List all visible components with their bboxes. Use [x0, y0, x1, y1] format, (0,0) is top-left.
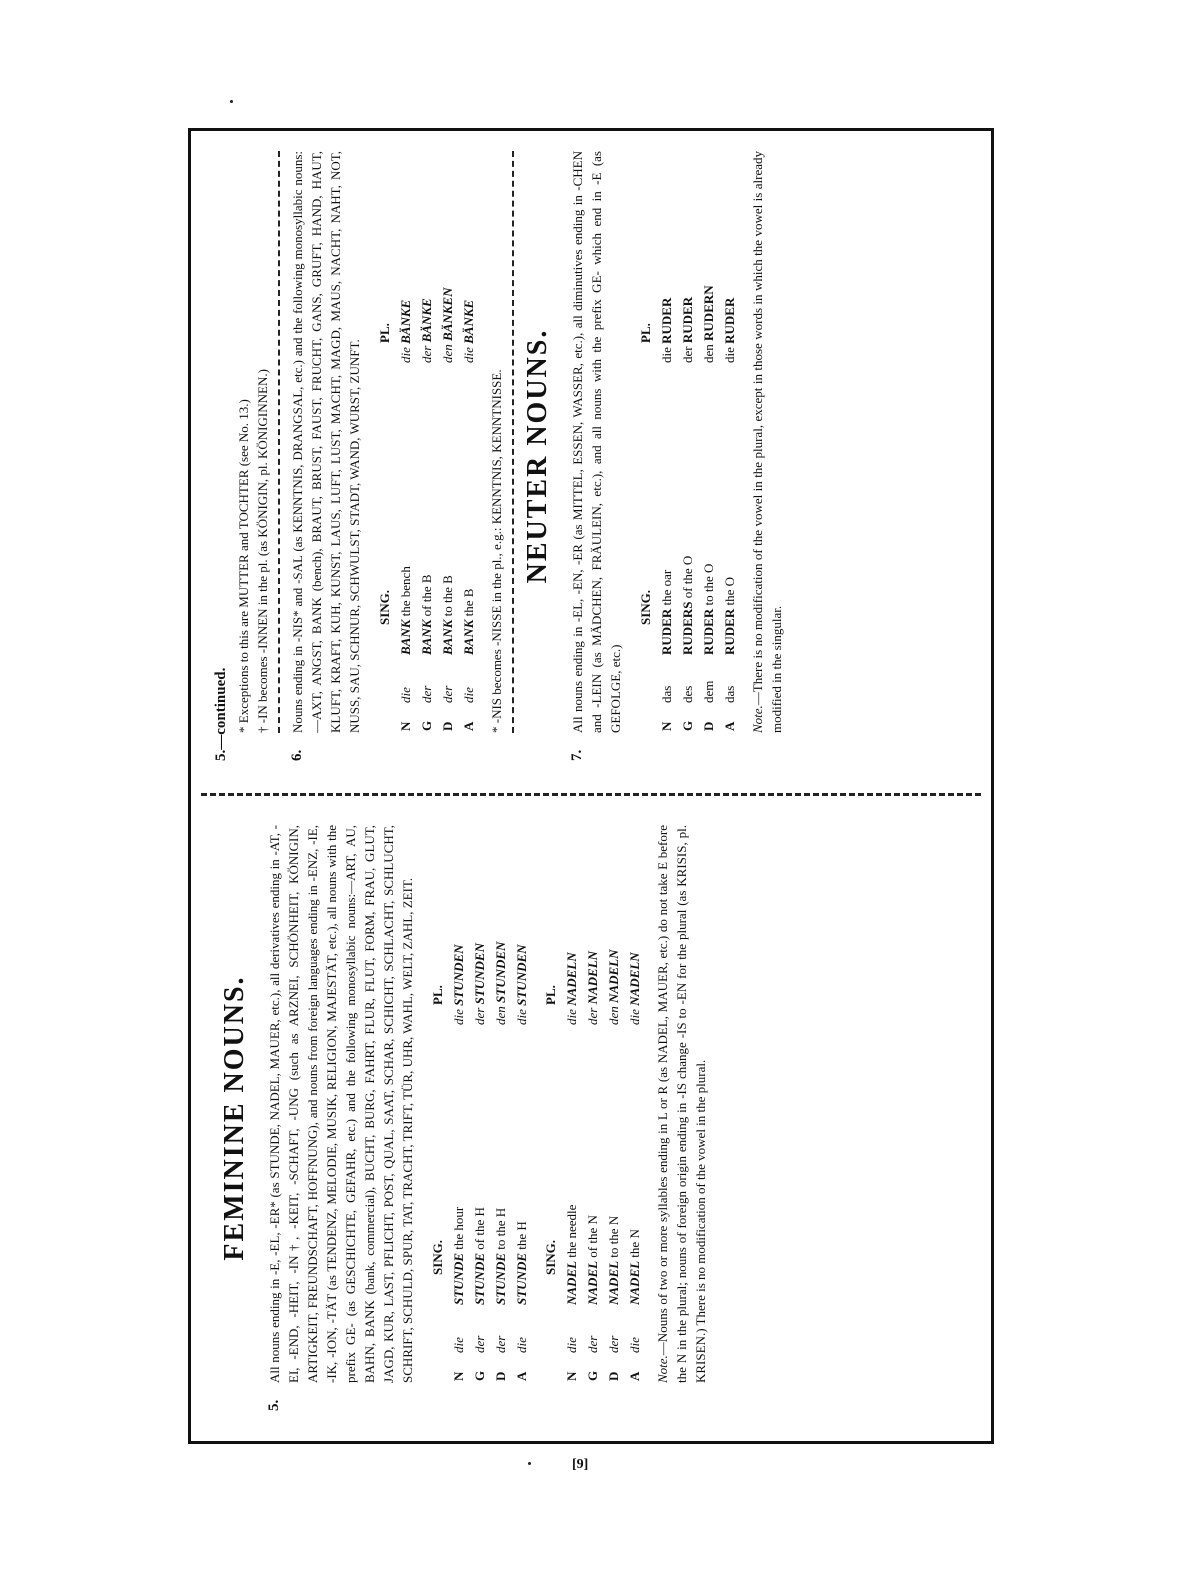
neuter-note: [748, 151, 786, 733]
case-label: A: [514, 1371, 529, 1381]
declension-table-stunde: [427, 825, 532, 1381]
feminine-heading: FEMININE NOUNS.: [219, 975, 250, 1261]
plural-form: die BÄNKE: [398, 299, 413, 363]
article: der: [440, 685, 455, 703]
singular-form: STUNDE the hour: [451, 1206, 466, 1305]
plural-form: der RUDER: [680, 296, 695, 363]
feminine-note: [653, 825, 710, 1383]
plural-form: die STUNDEN: [451, 944, 466, 1025]
plural-form: die STUNDEN: [514, 944, 529, 1025]
singular-form: RUDER the oar: [659, 569, 674, 655]
paragraph-text: Nouns ending in -NIS* and -SAL (as KENNTNIS, DRANGSAL, etc.) and the following monosyllabic nouns:—AXT, ANGST, BANK (bench), BRAUT, BRUST, FAUST, FRUCHT, GANS, GRUFT, HAND, HAUT, KLUFT, KRAFT, KUH, KUNST, LAUS, LUFT, LUST, MACHT, MAGD, MAUS, NACHT, NAHT, NOT, NUSS, SAU, SCHNUR, SCHWULST, STADT, WAND, WURST, ZUNFT.: [290, 151, 362, 733]
sing-label: SING.: [638, 589, 653, 625]
article: die: [398, 687, 413, 703]
rotated-content: [191, 131, 991, 1441]
article: dem: [701, 680, 716, 703]
singular-form: BANK the bench: [398, 566, 413, 655]
plural-form: den RUDERN: [701, 285, 716, 363]
singular-form: BANK of the B: [419, 574, 434, 655]
plural-form: die NADELN: [627, 952, 642, 1025]
paragraph-7: [568, 151, 625, 761]
article: die: [514, 1337, 529, 1353]
case-label: D: [701, 721, 716, 731]
singular-form: RUDERS of the O: [680, 555, 695, 655]
note-lead: Note.: [655, 1355, 670, 1383]
singular-form: STUNDE of the H: [472, 1207, 487, 1305]
speck-mark: [230, 100, 233, 103]
footnote-nis: * -NIS becomes -NISSE in the pl., e.g.: KENNTNIS, KENNTNISSE.: [489, 369, 504, 733]
declension-table-bank: [374, 151, 479, 731]
case-label: N: [659, 721, 674, 731]
plural-form: der NADELN: [585, 950, 600, 1025]
plural-form: die RUDER: [722, 297, 737, 363]
article: die: [564, 1337, 579, 1353]
section-divider: [278, 151, 280, 733]
article: der: [585, 1335, 600, 1353]
plural-form: den BÄNKEN: [440, 287, 455, 363]
case-label: D: [493, 1371, 508, 1381]
paragraph-number: 6.: [289, 749, 305, 761]
sing-label: SING.: [543, 1239, 558, 1275]
speck-mark: [528, 1462, 531, 1465]
singular-form: RUDER the O: [722, 576, 737, 655]
column-divider: [201, 793, 981, 796]
singular-form: BANK to the B: [440, 575, 455, 655]
case-label: A: [627, 1371, 642, 1381]
paragraph-text: All nouns ending in -EL, -EN, -ER (as MITTEL, ESSEN, WASSER, etc.), all diminutives ending in -CHEN and -LEIN (as MÄDCHEN, FRÄULEIN, etc.), and all nouns with the prefix GE- which end in -E (as GEFOLGE, etc.): [570, 151, 623, 733]
case-label: G: [585, 1370, 600, 1381]
continued-label: 5.—continued.: [213, 667, 229, 761]
note-lead: Note.: [750, 705, 765, 733]
paragraph-number: 5.: [266, 1399, 282, 1411]
plural-form: die NADELN: [564, 952, 579, 1025]
case-label: D: [440, 721, 455, 731]
article: der: [472, 1335, 487, 1353]
footnote-exceptions: * Exceptions to this are MUTTER and TOCHTER (see No. 13.): [236, 399, 251, 733]
case-label: D: [606, 1371, 621, 1381]
case-label: N: [564, 1371, 579, 1381]
pl-label: PL.: [430, 985, 445, 1005]
plural-form: die BÄNKE: [461, 299, 476, 363]
plural-form: die RUDER: [659, 297, 674, 363]
plural-form: den STUNDEN: [493, 941, 508, 1025]
article: die: [451, 1337, 466, 1353]
article: die: [627, 1337, 642, 1353]
singular-form: BANK the B: [461, 588, 476, 655]
plural-form: der BÄNKE: [419, 298, 434, 363]
case-label: A: [722, 721, 737, 731]
article: des: [680, 685, 695, 703]
article: die: [461, 687, 476, 703]
feminine-column: [191, 801, 991, 1441]
singular-form: NADEL to the N: [606, 1215, 621, 1305]
article: das: [659, 685, 674, 703]
pl-label: PL.: [638, 323, 653, 343]
pl-label: PL.: [543, 985, 558, 1005]
neuter-heading: NEUTER NOUNS.: [522, 328, 553, 584]
note-text: —There is no modification of the vowel in the plural, except in those words in which the vowel is already modified in the singular.: [750, 151, 784, 733]
article: der: [419, 685, 434, 703]
case-label: A: [461, 721, 476, 731]
page-number: [9]: [572, 1457, 589, 1472]
right-column: [191, 131, 991, 785]
paragraph-number: 7.: [569, 749, 585, 761]
paragraph-6: [288, 151, 364, 761]
plural-form: den NADELN: [606, 949, 621, 1025]
sing-label: SING.: [377, 589, 392, 625]
singular-form: NADEL of the N: [585, 1215, 600, 1305]
paragraph-5: [265, 825, 417, 1411]
case-label: N: [451, 1371, 466, 1381]
declension-table-ruder: [635, 151, 740, 731]
case-label: N: [398, 721, 413, 731]
case-label: G: [419, 720, 434, 731]
section-divider: [512, 151, 514, 733]
note-text: —Nouns of two or more syllables ending in L or R (as NADEL, MAUER, etc.) do not take E before the N in the plural; nouns of foreign origin ending in -IS change -IS to -EN for the plural (as KRISIS, pl. KRISEN.) There is no modification of the vowel in the plural.: [655, 825, 708, 1383]
singular-form: NADEL the N: [627, 1229, 642, 1305]
case-label: G: [472, 1370, 487, 1381]
singular-form: NADEL the needle: [564, 1204, 579, 1305]
article: das: [722, 685, 737, 703]
paragraph-text: All nouns ending in -E, -EL, -ER* (as STUNDE, NADEL, MAUER, etc.), all derivatives ending in -AT, -EI, -END, -HEIT, -IN†, -KEIT, -SCHAFT, -UNG (such as ARZNEI, SCHÖNHEIT, KÖNIGIN, ARTIGKEIT, FREUNDSCHAFT, HOFFNUNG), and nouns from foreign languages ending in -ENZ, -IE, -IK, -ION, -TÄT (as TENDENZ, MELODIE, MUSIK, RELIGION, MAJESTÄT, etc.), all nouns with the prefix GE- (as GESCHICHTE, GEFAHR, etc.) and the following monosyllabic nouns:—ART, AU, BAHN, BANK (bank, commercial), BUCHT, BURG, FAHRT, FLUR, FLUT, FORM, FRAU, GLUT, JAGD, KUR, LAST, PFLICHT, POST, QUAL, SAAT, SCHAR, SCHICHT, SCHLACHT, SCHLUCHT, SCHRIFT, SCHULD, SPUR, TAT, TRACHT, TRIFT, TÜR, UHR, WAHL, WELT, ZAHL, ZEIT.: [267, 825, 415, 1383]
plural-form: der STUNDEN: [472, 943, 487, 1025]
singular-form: STUNDE to the H: [493, 1207, 508, 1305]
declension-table-nadel: [540, 825, 645, 1381]
singular-form: STUNDE the H: [514, 1221, 529, 1305]
singular-form: RUDER to the O: [701, 563, 716, 655]
pl-label: PL.: [377, 323, 392, 343]
page-frame: [188, 128, 994, 1444]
article: der: [606, 1335, 621, 1353]
article: der: [493, 1335, 508, 1353]
sing-label: SING.: [430, 1239, 445, 1275]
case-label: G: [680, 720, 695, 731]
footnote-in-plural: † -IN becomes -INNEN in the pl. (as KÖNIGIN, pl. KÖNIGINNEN.): [255, 369, 270, 733]
